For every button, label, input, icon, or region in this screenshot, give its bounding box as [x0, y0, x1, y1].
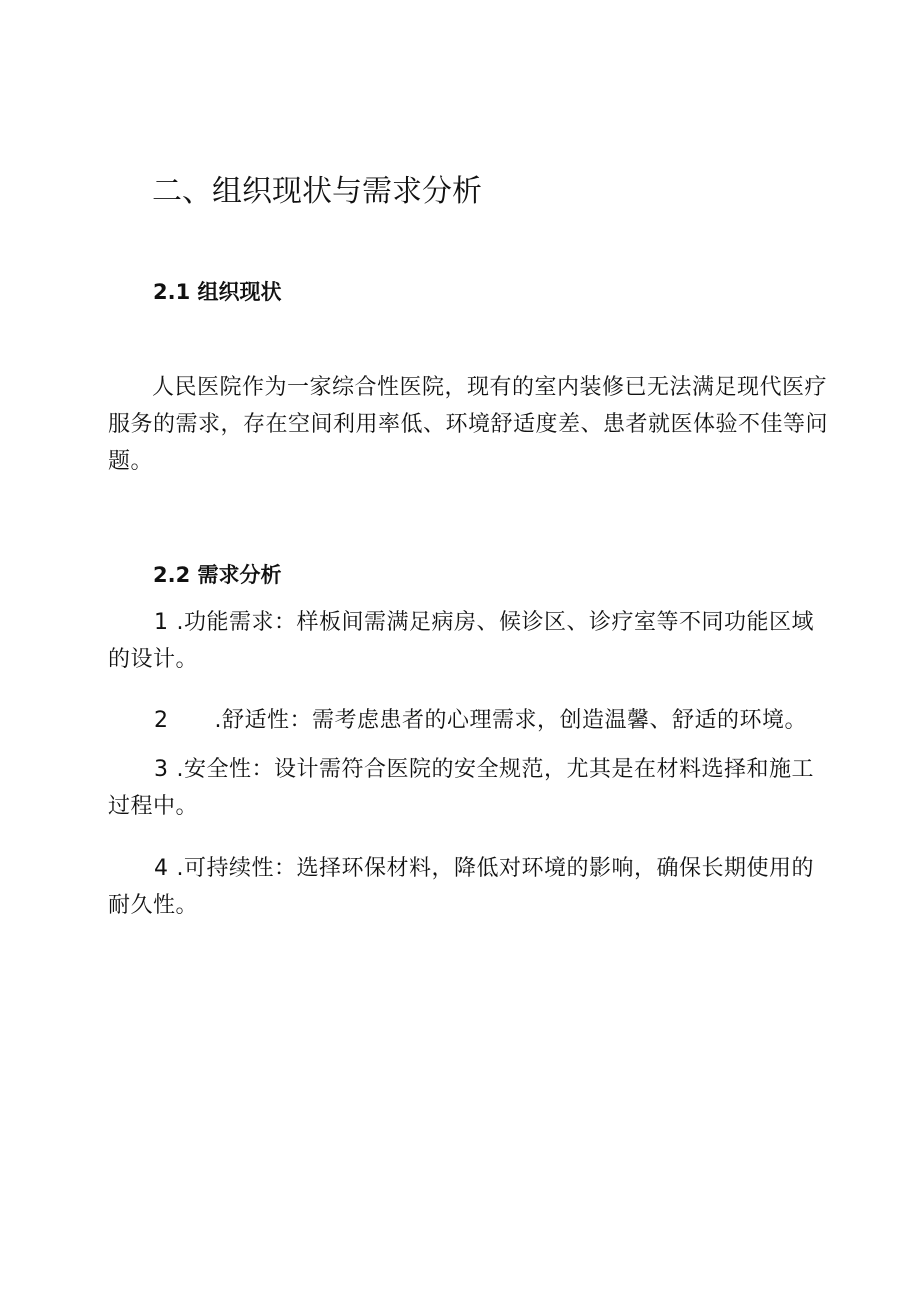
needs-item-text: .安全性：设计需符合医院的安全规范，尤其是在材料选择和施工过程中。	[108, 757, 814, 819]
needs-item-4	[108, 850, 828, 924]
needs-item-3	[108, 751, 828, 825]
needs-item-text: .功能需求：样板间需满足病房、候诊区、诊疗室等不同功能区域的设计。	[108, 610, 814, 672]
needs-item-text: .可持续性：选择环保材料，降低对环境的影响，确保长期使用的耐久性。	[108, 856, 814, 918]
status-paragraph: 人民医院作为一家综合性医院，现有的室内装修已无法满足现代医疗服务的需求，存在空间利用率低、环境舒适度差、患者就医体验不佳等问题。	[108, 375, 829, 474]
needs-item-2	[108, 702, 828, 739]
subsection-heading-needs: 2.2 需求分析	[153, 563, 282, 587]
needs-item-number: 3	[154, 757, 169, 782]
needs-item-number: 2	[154, 708, 169, 733]
needs-item-text: .舒适性：需考虑患者的心理需求，创造温馨、舒适的环境。	[214, 708, 807, 733]
needs-item-number: 1	[154, 610, 169, 635]
needs-item-1	[108, 604, 828, 678]
section-title: 二、组织现状与需求分析	[152, 174, 482, 209]
subsection-heading-status: 2.1 组织现状	[153, 280, 282, 304]
needs-item-number: 4	[154, 856, 169, 881]
